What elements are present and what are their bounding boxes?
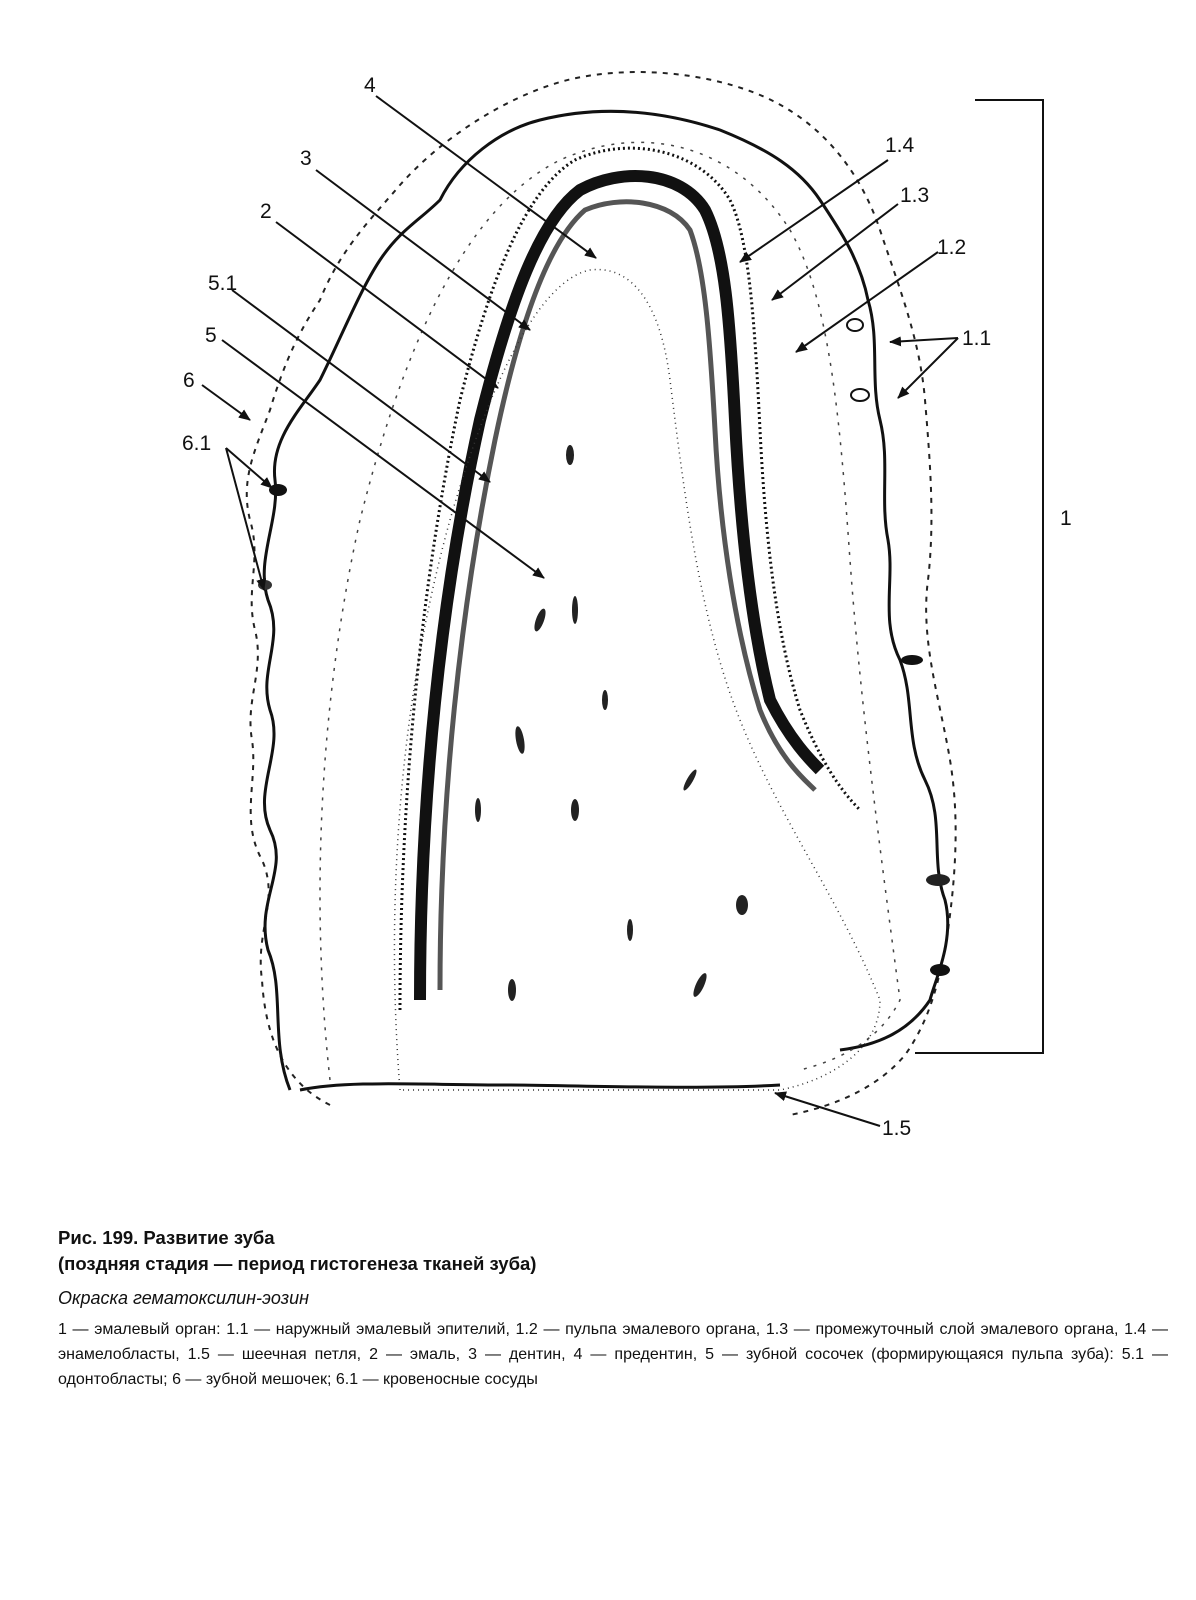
label-1-4: 1.4 — [885, 134, 915, 157]
label-1-1: 1.1 — [962, 327, 992, 350]
caption-title: Рис. 199. Развитие зуба — [58, 1227, 275, 1248]
label-1-3: 1.3 — [900, 184, 930, 207]
cervical-loop — [300, 1084, 780, 1090]
leader-lines — [202, 96, 958, 1126]
blood-vessel — [851, 389, 869, 401]
dental-sac-outline — [247, 72, 956, 1115]
blood-vessel — [847, 319, 863, 331]
label-4: 4 — [364, 74, 376, 97]
label-5-1: 5.1 — [208, 272, 238, 295]
label-1-5: 1.5 — [882, 1117, 912, 1140]
label-6-1: 6.1 — [182, 432, 212, 455]
label-1: 1 — [1060, 507, 1072, 530]
blood-vessel — [901, 655, 923, 665]
label-1-2: 1.2 — [937, 236, 967, 259]
dentin-layer — [440, 202, 815, 990]
figure-caption — [58, 1225, 1168, 1392]
label-5: 5 — [205, 324, 217, 347]
label-6: 6 — [183, 369, 195, 392]
caption-stain: Окраска гематоксилин-эозин — [58, 1288, 309, 1308]
enamel-layer — [420, 176, 820, 1000]
blood-vessel — [930, 964, 950, 976]
outer-enamel-epithelium — [264, 111, 948, 1090]
blood-vessel — [258, 580, 272, 590]
caption-subtitle: (поздняя стадия — период гистогенеза тканей зуба) — [58, 1253, 537, 1274]
blood-vessel — [269, 484, 287, 496]
blood-vessel — [926, 874, 950, 886]
enamel-organ-pulp — [320, 142, 900, 1080]
bracket-enamel-organ — [915, 100, 1043, 1053]
dental-papilla — [394, 270, 880, 1090]
caption-legend: 1 — эмалевый орган: 1.1 — наружный эмалевый эпителий, 1.2 — пульпа эмалевого органа, 1.3 — промежуточный слой эмалевого органа, 1.4 — энамелобласты, 1.5 — шеечная петля, 2 — эмаль, 3 — дентин, 4 — предентин, 5 — зубной сосочек (формирующаяся пульпа зуба): 5.1 — одонтобласты; 6 — зубной мешочек; 6.1 — кровеносные сосуды — [58, 1321, 1168, 1388]
papilla-cells — [475, 445, 748, 1001]
label-2: 2 — [260, 200, 272, 223]
label-3: 3 — [300, 147, 312, 170]
